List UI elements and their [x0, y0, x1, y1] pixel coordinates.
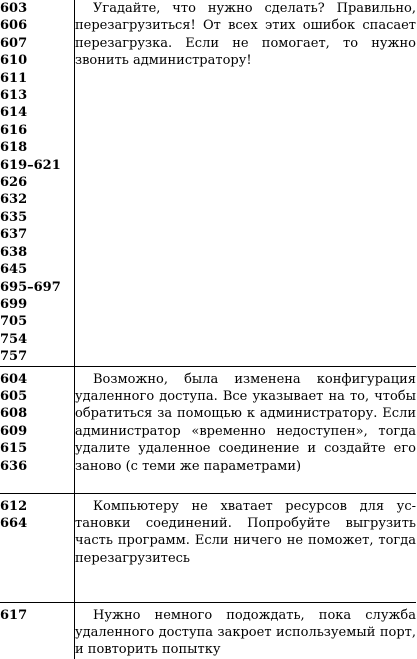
error-description: Возможно, была изменена конфигурация удаленного доступа. Все указывает на то, чтобы обратиться за помощью к администратору. Если администратор «временно недоступен», тогда удалите удаленное соединение и создайте его заново (с теми же параметрами) — [75, 371, 416, 474]
error-code: 612 — [0, 498, 28, 514]
error-code: 637 — [0, 227, 28, 243]
error-code: 636 — [0, 458, 28, 474]
error-codes-cell — [0, 0, 75, 366]
error-code: 614 — [0, 105, 28, 121]
error-codes-cell — [0, 493, 75, 602]
error-code: 632 — [0, 192, 28, 208]
table-row — [0, 602, 416, 659]
error-description: Нужно немного подождать, пока служба удаленного доступа закроет используемый порт, и повторить попытку — [75, 607, 416, 658]
error-description-cell — [75, 366, 417, 493]
error-code: 638 — [0, 244, 28, 260]
error-description: Компьютеру не хватает ресурсов для установки соединений. Попробуйте выгрузить часть программ. Если ничего не поможет, тогда перезагрузитесь — [75, 498, 416, 566]
error-code: 607 — [0, 35, 28, 51]
error-code: 611 — [0, 70, 28, 86]
error-description-cell — [75, 602, 417, 659]
error-code: 635 — [0, 209, 28, 225]
error-code: 609 — [0, 423, 28, 439]
table-row — [0, 493, 416, 602]
error-code: 664 — [0, 515, 28, 531]
error-description-cell — [75, 493, 417, 602]
error-codes-cell — [0, 366, 75, 493]
error-code: 645 — [0, 262, 28, 278]
error-code: 605 — [0, 388, 28, 404]
error-code: 617 — [0, 607, 28, 623]
error-description: Угадайте, что нужно сделать? Правильно, перезагрузиться! От всех этих ошибок спасает перезагрузка. Если не помогает, то нужно звонить администратору! — [75, 1, 416, 69]
error-code: 618 — [0, 140, 28, 156]
error-code: 604 — [0, 371, 28, 387]
error-description-cell — [75, 0, 417, 366]
error-code: 615 — [0, 441, 28, 457]
error-code: 705 — [0, 314, 28, 330]
error-code: 695–697 — [0, 279, 61, 295]
error-code: 699 — [0, 296, 28, 312]
error-code: 608 — [0, 406, 28, 422]
table-row — [0, 366, 416, 493]
error-code: 613 — [0, 88, 28, 104]
error-code: 610 — [0, 53, 28, 69]
error-codes-cell — [0, 602, 75, 659]
error-code: 757 — [0, 349, 28, 365]
error-code: 603 — [0, 1, 28, 16]
error-code: 616 — [0, 122, 28, 138]
error-code: 619–621 — [0, 157, 61, 173]
error-code: 606 — [0, 18, 28, 34]
error-code: 754 — [0, 331, 28, 347]
error-code: 626 — [0, 175, 28, 191]
